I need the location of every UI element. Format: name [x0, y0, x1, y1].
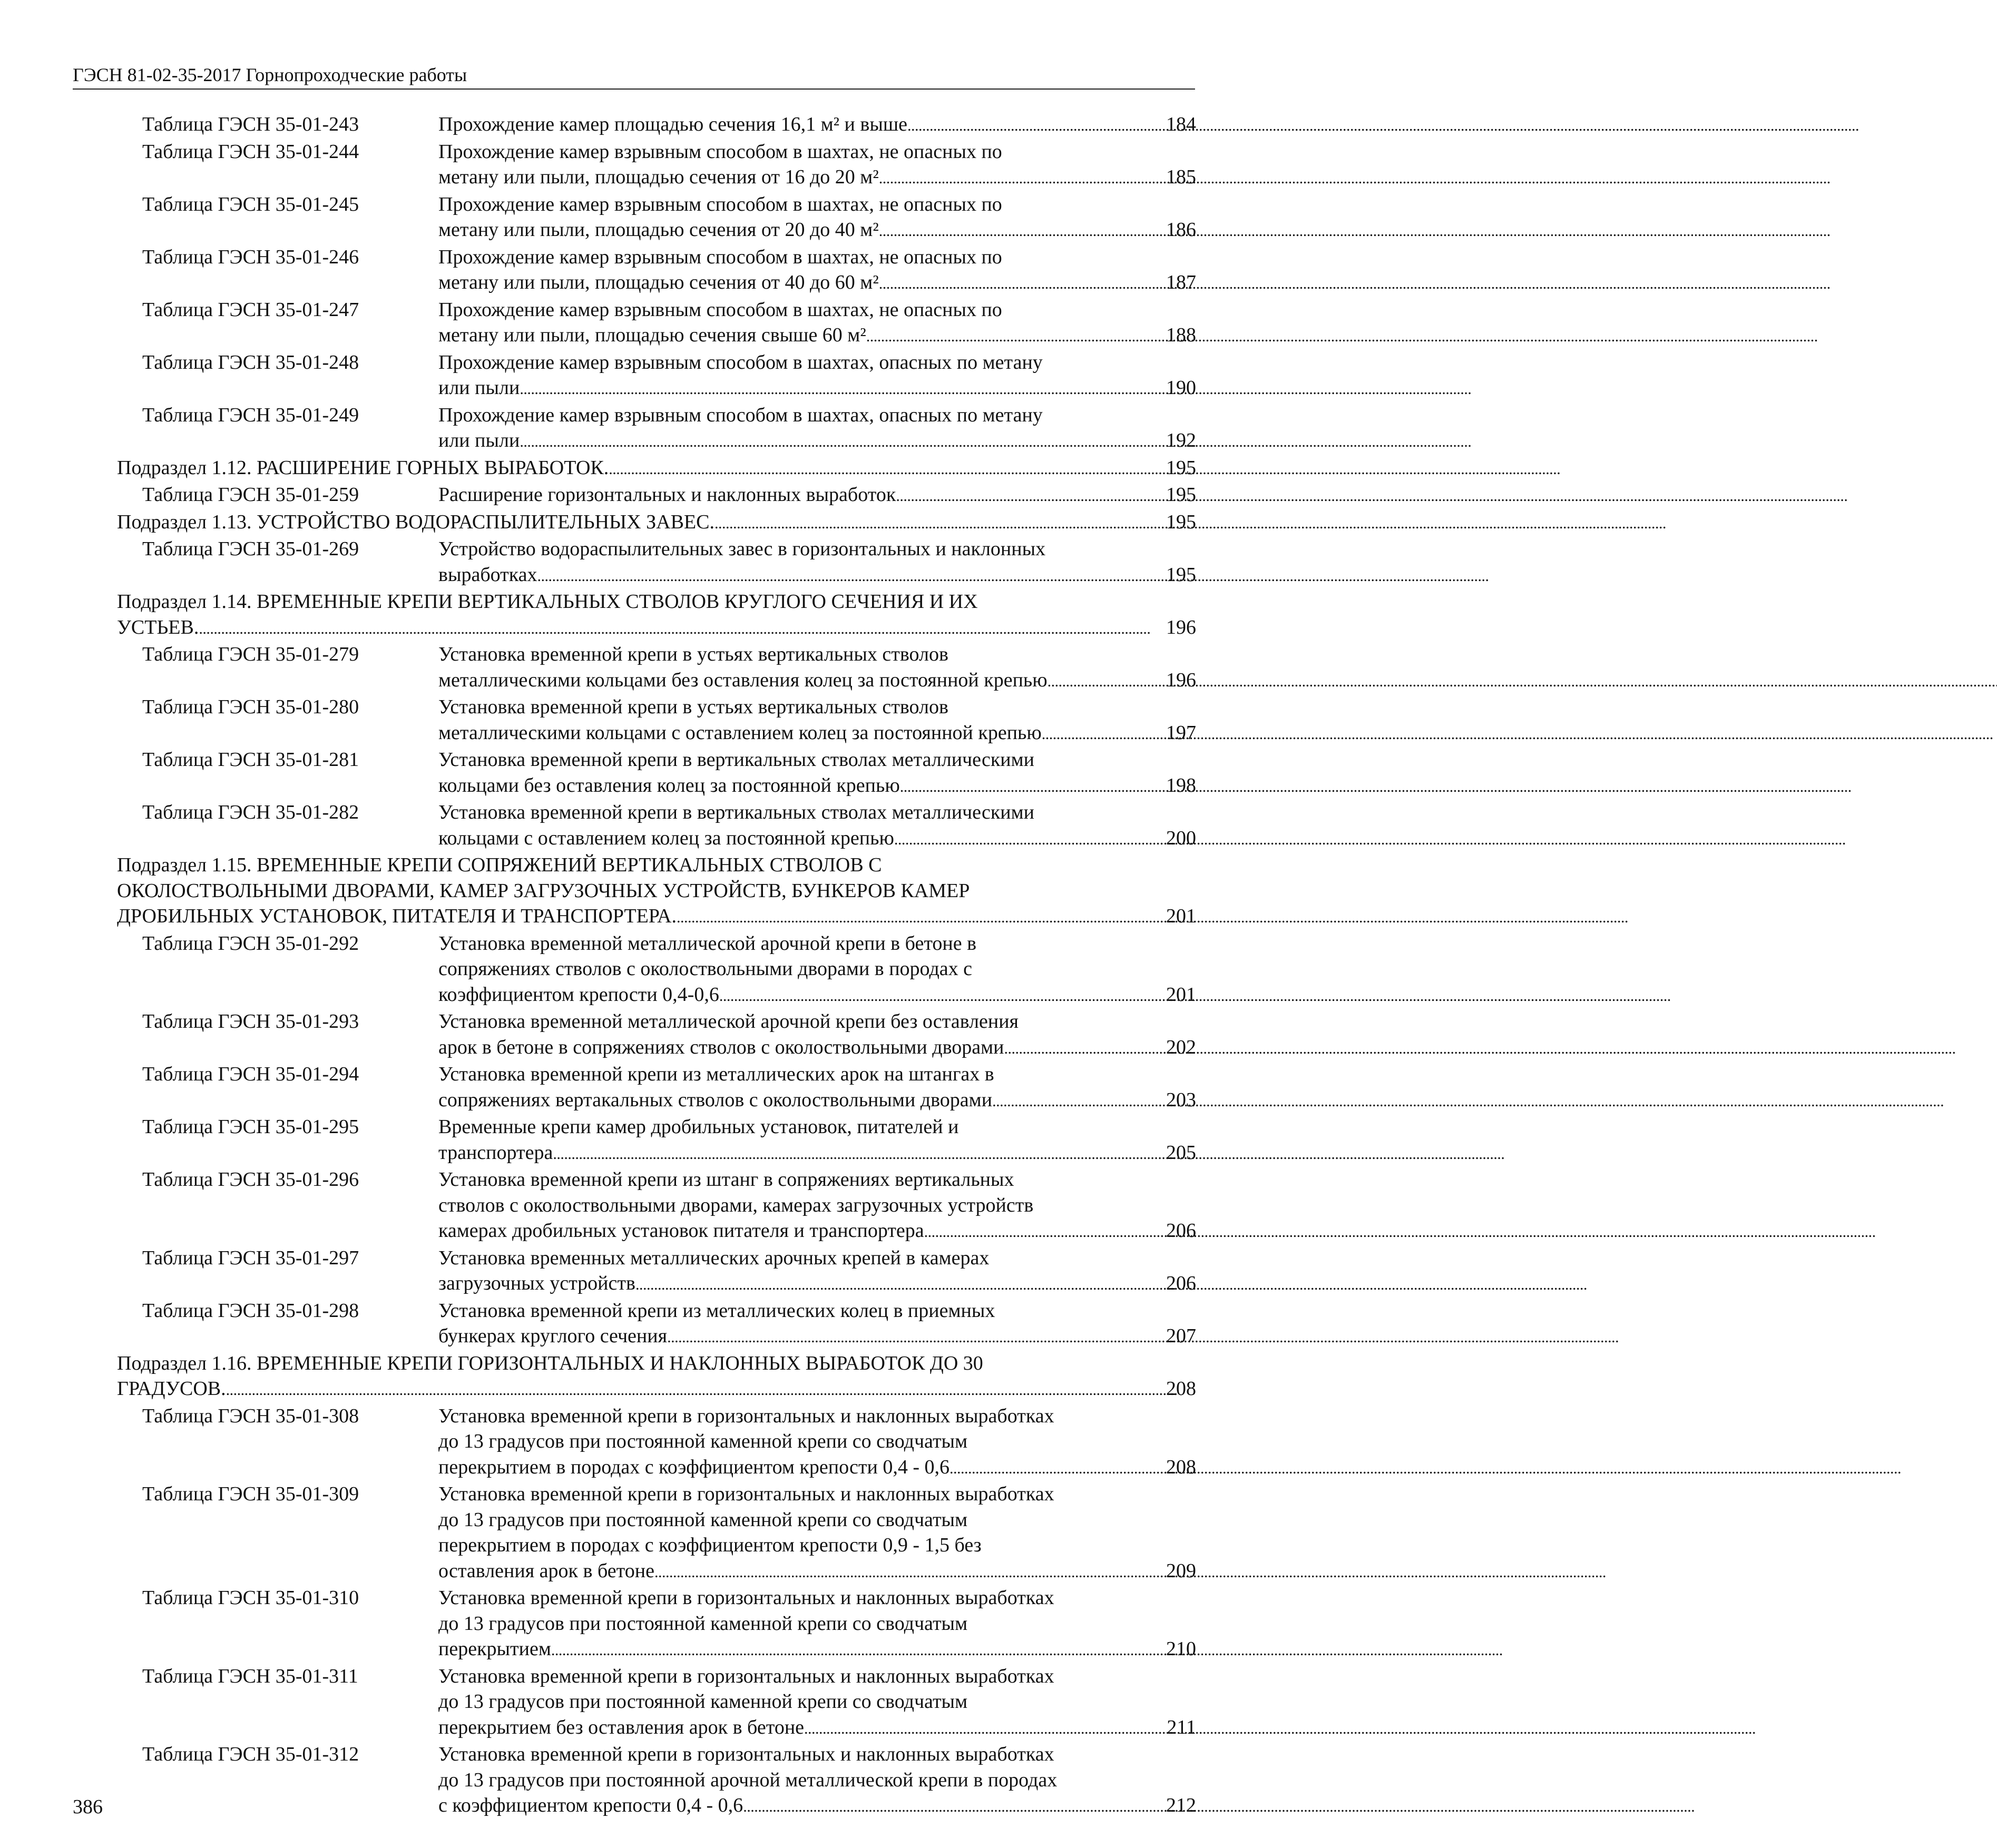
- toc-entry[interactable]: [117, 192, 1196, 244]
- toc-entry-title: [438, 931, 1196, 1009]
- toc-title-line: Подраздел 1.14. ВРЕМЕННЫЕ КРЕПИ ВЕРТИКАЛЬНЫХ СТВОЛОВ КРУГЛОГО СЕЧЕНИЯ И ИХ: [117, 591, 978, 613]
- toc-title-text: металлическими кольцами с оставлением колец за постоянной крепью: [438, 721, 1042, 744]
- toc-entry-title: [438, 1298, 1196, 1351]
- toc-title-line: [438, 217, 1196, 244]
- toc-title-text: бункерах круглого сечения: [438, 1325, 668, 1347]
- toc-title-line: [438, 1140, 1196, 1167]
- toc-title-line: Установка временной крепи в вертикальных стволах металлическими: [438, 801, 1035, 823]
- toc-page-number: 188: [1166, 324, 1196, 346]
- toc-title-line: [438, 164, 1196, 192]
- toc-title-line: [438, 1035, 1196, 1062]
- toc-title-text: ГРАДУСОВ.: [117, 1378, 226, 1400]
- toc-entry-code: Таблица ГЭСН 35-01-297: [142, 1246, 359, 1269]
- toc-entry[interactable]: [117, 694, 1196, 747]
- toc-title-text: коэффициентом крепости 0,4-0,6: [438, 983, 719, 1006]
- dot-leader: [520, 375, 1163, 402]
- toc-title-line: ОКОЛОСТВОЛЬНЫМИ ДВОРАМИ, КАМЕР ЗАГРУЗОЧНЫХ УСТРОЙСТВ, БУНКЕРОВ КАМЕР: [117, 879, 970, 902]
- toc-entry[interactable]: [117, 1114, 1196, 1167]
- toc-title-text: перекрытием без оставления арок в бетоне: [438, 1716, 805, 1738]
- toc-title-line: Подраздел 1.15. ВРЕМЕННЫЕ КРЕПИ СОПРЯЖЕНИЙ ВЕРТИКАЛЬНЫХ СТВОЛОВ С: [117, 854, 882, 876]
- toc-entry-code: Таблица ГЭСН 35-01-282: [142, 801, 359, 823]
- toc-entry[interactable]: [117, 1167, 1196, 1245]
- toc-page-number: 208: [1166, 1456, 1196, 1478]
- toc-entry-code: Таблица ГЭСН 35-01-293: [142, 1010, 359, 1033]
- toc-page-number: 197: [1166, 721, 1196, 744]
- dot-leader: [907, 112, 1163, 139]
- toc-title-line: [117, 615, 1196, 642]
- toc-entry[interactable]: [117, 1245, 1196, 1298]
- toc-entry-title: [438, 482, 1196, 509]
- toc-title-line: до 13 градусов при постоянной каменной крепи со сводчатым: [438, 1508, 968, 1531]
- toc-entry[interactable]: [117, 244, 1196, 297]
- toc-entry-code: Таблица ГЭСН 35-01-244: [142, 140, 359, 163]
- toc-entry-title: [438, 800, 1196, 852]
- toc-title-line: [438, 825, 1196, 853]
- toc-title-text: метану или пыли, площадью сечения от 16 до 20 м²: [438, 166, 879, 188]
- table-of-contents: [117, 112, 1196, 1820]
- toc-title-line: Установка временной крепи в вертикальных стволах металлическими: [438, 749, 1035, 771]
- toc-title-line: [438, 667, 1196, 695]
- toc-title-line: Установка временной крепи в горизонтальных и наклонных выработках: [438, 1483, 1054, 1505]
- toc-entry-code: Таблица ГЭСН 35-01-280: [142, 696, 359, 718]
- toc-page-number: 195: [1166, 484, 1196, 506]
- toc-entry-title: [438, 1403, 1196, 1482]
- toc-entry-title: [438, 350, 1196, 402]
- toc-title-text: арок в бетоне в сопряжениях стволов с околоствольными дворами: [438, 1036, 1004, 1058]
- toc-title-text: Подраздел 1.12. РАСШИРЕНИЕ ГОРНЫХ ВЫРАБОТОК.: [117, 456, 609, 479]
- toc-entry-title: [438, 536, 1196, 589]
- toc-entry-title: [438, 1245, 1196, 1298]
- toc-entry-code: Таблица ГЭСН 35-01-298: [142, 1299, 359, 1322]
- toc-title-line: [438, 1087, 1196, 1115]
- toc-title-line: Прохождение камер взрывным способом в шахтах, опасных по метану: [438, 351, 1043, 373]
- toc-entry-title: [438, 112, 1196, 139]
- toc-title-line: [438, 1715, 1196, 1742]
- toc-title-text: Расширение горизонтальных и наклонных выработок: [438, 484, 896, 506]
- toc-entry-code: Таблица ГЭСН 35-01-295: [142, 1116, 359, 1138]
- toc-title-text: оставления арок в бетоне: [438, 1559, 654, 1582]
- toc-entry[interactable]: [117, 112, 1196, 139]
- dot-leader: [879, 217, 1163, 244]
- toc-entry-title: [438, 1481, 1196, 1585]
- dot-leader: [743, 1793, 1163, 1820]
- toc-title-line: [438, 1636, 1196, 1664]
- toc-entry-title: [438, 1009, 1196, 1061]
- toc-title-line: [438, 773, 1196, 800]
- toc-title-text: метану или пыли, площадью сечения свыше 60 м²: [438, 324, 866, 346]
- toc-page-number: 209: [1166, 1559, 1196, 1582]
- toc-title-line: Установка временной крепи из штанг в сопряжениях вертикальных: [438, 1168, 1014, 1191]
- toc-title-text: или пыли: [438, 429, 520, 451]
- toc-title-text: УСТЬЕВ.: [117, 616, 199, 638]
- toc-entry-code: Таблица ГЭСН 35-01-310: [142, 1587, 359, 1609]
- dot-leader: [551, 1636, 1163, 1664]
- toc-title-text: сопряжениях вертакальных стволов с околоствольными дворами: [438, 1088, 993, 1111]
- toc-page-number: 210: [1166, 1638, 1196, 1660]
- page-number: 386: [73, 1796, 103, 1818]
- toc-page-number: 207: [1166, 1325, 1196, 1347]
- toc-entry[interactable]: [117, 1061, 1196, 1114]
- toc-title-text: металлическими кольцами без оставления колец за постоянной крепью: [438, 669, 1048, 691]
- toc-section[interactable]: [117, 589, 1196, 642]
- toc-page-number: 206: [1166, 1272, 1196, 1294]
- toc-title-line: стволов с околоствольными дворами, камерах загрузочных устройств: [438, 1194, 1034, 1216]
- toc-title-text: Подраздел 1.13. УСТРОЙСТВО ВОДОРАСПЫЛИТЕЛЬНЫХ ЗАВЕС.: [117, 510, 714, 533]
- toc-page-number: 187: [1166, 271, 1196, 293]
- toc-title-text: с коэффициентом крепости 0,4 - 0,6: [438, 1794, 743, 1816]
- toc-title-line: [438, 1454, 1196, 1482]
- toc-title-line: Прохождение камер взрывным способом в шахтах, не опасных по: [438, 298, 1002, 321]
- toc-entry-title: [438, 694, 1196, 747]
- dot-leader: [1042, 720, 1163, 748]
- toc-title-text: выработках: [438, 563, 537, 586]
- toc-title-line: [438, 1271, 1196, 1298]
- toc-page-number: 185: [1166, 166, 1196, 188]
- toc-entry[interactable]: [117, 536, 1196, 589]
- toc-page-number: 184: [1166, 113, 1196, 135]
- toc-title-line: [438, 270, 1196, 297]
- dot-leader: [924, 1218, 1163, 1245]
- toc-title-text: или пыли: [438, 377, 520, 399]
- toc-entry[interactable]: [117, 350, 1196, 402]
- toc-page-number: 195: [1166, 563, 1196, 586]
- toc-title-line: Установка временной крепи в горизонтальных и наклонных выработках: [438, 1665, 1054, 1687]
- toc-title-line: Подраздел 1.16. ВРЕМЕННЫЕ КРЕПИ ГОРИЗОНТАЛЬНЫХ И НАКЛОННЫХ ВЫРАБОТОК ДО 30: [117, 1352, 983, 1374]
- toc-title-text: камерах дробильных установок питателя и транспортера: [438, 1220, 924, 1242]
- toc-page-number: 198: [1166, 774, 1196, 797]
- toc-title-line: Установка временной крепи в горизонтальных и наклонных выработках: [438, 1404, 1054, 1427]
- dot-leader: [635, 1271, 1163, 1298]
- dot-leader: [667, 1323, 1163, 1351]
- toc-title-line: Прохождение камер взрывным способом в шахтах, опасных по метану: [438, 404, 1043, 426]
- toc-entry-title: [438, 642, 1196, 694]
- toc-page-number: 205: [1166, 1141, 1196, 1164]
- toc-page-number: 201: [1166, 983, 1196, 1006]
- toc-entry-title: [438, 402, 1196, 455]
- dot-leader: [520, 428, 1163, 455]
- toc-title-line: Установка временной крепи из металлических арок на штангах в: [438, 1063, 994, 1085]
- toc-entry-title: [438, 192, 1196, 244]
- toc-entry[interactable]: [117, 931, 1196, 1009]
- toc-page-number: 206: [1166, 1220, 1196, 1242]
- toc-title-text: кольцами с оставлением колец за постоянной крепью: [438, 827, 894, 849]
- toc-entry[interactable]: [117, 1664, 1196, 1742]
- dot-leader: [894, 825, 1163, 853]
- toc-entry[interactable]: [117, 1009, 1196, 1061]
- toc-entry-code: Таблица ГЭСН 35-01-292: [142, 932, 359, 955]
- dot-leader: [1048, 667, 1163, 695]
- toc-entry[interactable]: [117, 139, 1196, 192]
- toc-title-line: [438, 112, 1196, 139]
- toc-entry-title: [438, 1742, 1196, 1820]
- toc-title-line: [438, 482, 1196, 509]
- toc-title-line: до 13 градусов при постоянной арочной металлической крепи в породах: [438, 1768, 1058, 1791]
- toc-entry[interactable]: [117, 402, 1196, 455]
- toc-page-number: 201: [1166, 905, 1196, 927]
- toc-title-line: [438, 562, 1196, 589]
- toc-title-text: метану или пыли, площадью сечения от 20 до 40 м²: [438, 219, 879, 241]
- toc-entry-title: [438, 1585, 1196, 1664]
- toc-title-line: сопряжениях стволов с околоствольными дворами в породах с: [438, 958, 973, 980]
- toc-title-line: перекрытием в породах с коэффициентом крепости 0,9 - 1,5 без: [438, 1534, 982, 1556]
- toc-title-line: Временные крепи камер дробильных установок, питателей и: [438, 1116, 959, 1138]
- toc-title-line: Установка временной крепи в устьях вертикальных стволов: [438, 643, 948, 665]
- toc-title-line: до 13 градусов при постоянной каменной крепи со сводчатым: [438, 1612, 968, 1635]
- dot-leader: [804, 1715, 1163, 1742]
- dot-leader: [866, 322, 1163, 350]
- toc-entry-code: Таблица ГЭСН 35-01-281: [142, 749, 359, 771]
- toc-page-number: 195: [1166, 510, 1196, 533]
- toc-entry-title: [438, 1061, 1196, 1114]
- toc-section[interactable]: [117, 509, 1196, 537]
- toc-entry-title: [438, 747, 1196, 800]
- toc-entry-code: Таблица ГЭСН 35-01-245: [142, 193, 359, 215]
- toc-page-number: 196: [1166, 616, 1196, 638]
- toc-entry[interactable]: [117, 1585, 1196, 1664]
- toc-title-line: [438, 428, 1196, 455]
- toc-entry-code: Таблица ГЭСН 35-01-294: [142, 1063, 359, 1085]
- toc-page-number: 202: [1166, 1036, 1196, 1058]
- dot-leader: [537, 562, 1163, 589]
- toc-title-line: Установка временной металлической арочной крепи в бетоне в: [438, 932, 977, 955]
- toc-title-line: Установка временной металлической арочной крепи без оставления: [438, 1010, 1019, 1033]
- dot-leader: [879, 270, 1163, 297]
- dot-leader: [896, 482, 1163, 509]
- toc-entry[interactable]: [117, 800, 1196, 852]
- toc-page-number: 190: [1166, 377, 1196, 399]
- toc-entry-code: Таблица ГЭСН 35-01-308: [142, 1404, 359, 1427]
- toc-entry[interactable]: [117, 747, 1196, 800]
- toc-entry-title: [438, 1114, 1196, 1167]
- toc-page-number: 200: [1166, 827, 1196, 849]
- toc-entry-title: [438, 1167, 1196, 1245]
- toc-entry[interactable]: [117, 297, 1196, 350]
- toc-title-line: [438, 720, 1196, 748]
- toc-title-line: [117, 1376, 1196, 1403]
- toc-entry[interactable]: [117, 1403, 1196, 1482]
- toc-entry-code: Таблица ГЭСН 35-01-279: [142, 643, 359, 665]
- toc-entry-code: Таблица ГЭСН 35-01-248: [142, 351, 359, 373]
- toc-title-line: Установка временной крепи в горизонтальных и наклонных выработках: [438, 1743, 1054, 1765]
- toc-title-line: [117, 509, 1196, 537]
- dot-leader: [992, 1087, 1163, 1115]
- dot-leader: [900, 773, 1163, 800]
- toc-entry-code: Таблица ГЭСН 35-01-296: [142, 1168, 359, 1191]
- toc-page-number: 208: [1166, 1378, 1196, 1400]
- toc-entry-code: Таблица ГЭСН 35-01-249: [142, 404, 359, 426]
- toc-section[interactable]: [117, 852, 1196, 931]
- toc-entry[interactable]: [117, 1298, 1196, 1351]
- toc-page-number: 203: [1166, 1088, 1196, 1111]
- toc-title-line: [438, 1323, 1196, 1351]
- toc-entry-code: Таблица ГЭСН 35-01-311: [142, 1665, 358, 1687]
- toc-page-number: 195: [1166, 456, 1196, 479]
- toc-entry-title: [438, 139, 1196, 192]
- header-title: ГЭСН 81-02-35-2017 Горнопроходческие работы: [73, 64, 467, 85]
- dot-leader: [1004, 1035, 1163, 1062]
- toc-entry[interactable]: [117, 482, 1196, 509]
- dot-leader: [714, 509, 1163, 537]
- toc-title-text: метану или пыли, площадью сечения от 40 до 60 м²: [438, 271, 879, 293]
- toc-section[interactable]: [117, 455, 1196, 483]
- toc-title-line: Установка временной крепи из металлических колец в приемных: [438, 1299, 995, 1322]
- toc-title-text: перекрытием в породах с коэффициентом крепости 0,4 - 0,6: [438, 1456, 949, 1478]
- toc-section[interactable]: [117, 1351, 1196, 1403]
- toc-entry[interactable]: [117, 1481, 1196, 1585]
- toc-title-line: Установка временной крепи в горизонтальных и наклонных выработках: [438, 1587, 1054, 1609]
- toc-title-text: перекрытием: [438, 1638, 551, 1660]
- toc-title-line: [438, 375, 1196, 402]
- toc-entry-code: Таблица ГЭСН 35-01-247: [142, 298, 359, 321]
- toc-entry-code: Таблица ГЭСН 35-01-312: [142, 1743, 359, 1765]
- toc-title-line: Прохождение камер взрывным способом в шахтах, не опасных по: [438, 140, 1002, 163]
- toc-title-line: Устройство водораспылительных завес в горизонтальных и наклонных: [438, 538, 1046, 560]
- toc-title-text: загрузочных устройств: [438, 1272, 635, 1294]
- toc-title-line: Установка временной крепи в устьях вертикальных стволов: [438, 696, 948, 718]
- toc-entry-code: Таблица ГЭСН 35-01-309: [142, 1483, 359, 1505]
- dot-leader: [879, 164, 1163, 192]
- dot-leader: [199, 615, 1163, 642]
- toc-title-line: до 13 градусов при постоянной каменной крепи со сводчатым: [438, 1690, 968, 1713]
- toc-entry[interactable]: [117, 1742, 1196, 1820]
- dot-leader: [226, 1376, 1163, 1403]
- toc-title-text: ДРОБИЛЬНЫХ УСТАНОВОК, ПИТАТЕЛЯ И ТРАНСПОРТЕРА.: [117, 905, 677, 927]
- toc-entry-title: [438, 297, 1196, 350]
- toc-title-line: [438, 1793, 1196, 1820]
- toc-title-line: [438, 322, 1196, 350]
- toc-entry-code: Таблица ГЭСН 35-01-243: [142, 113, 359, 135]
- toc-entry-code: Таблица ГЭСН 35-01-259: [142, 484, 359, 506]
- toc-title-line: [117, 455, 1196, 483]
- running-header: [73, 63, 1195, 90]
- toc-page-number: 192: [1166, 429, 1196, 451]
- dot-leader: [677, 903, 1163, 931]
- toc-title-line: Установка временных металлических арочных крепей в камерах: [438, 1246, 990, 1269]
- toc-page-number: 211: [1167, 1716, 1196, 1738]
- dot-leader: [654, 1558, 1163, 1586]
- dot-leader: [719, 982, 1163, 1009]
- toc-entry-code: Таблица ГЭСН 35-01-246: [142, 245, 359, 268]
- toc-entry-title: [438, 1664, 1196, 1742]
- toc-page-number: 196: [1166, 669, 1196, 691]
- toc-title-line: [117, 903, 1196, 931]
- toc-title-line: до 13 градусов при постоянной каменной крепи со сводчатым: [438, 1430, 968, 1452]
- toc-page-number: 212: [1166, 1794, 1196, 1816]
- toc-title-line: [438, 982, 1196, 1009]
- dot-leader: [553, 1140, 1163, 1167]
- toc-entry[interactable]: [117, 642, 1196, 694]
- dot-leader: [609, 455, 1163, 483]
- toc-title-line: Прохождение камер взрывным способом в шахтах, не опасных по: [438, 193, 1002, 215]
- toc-entry-code: Таблица ГЭСН 35-01-269: [142, 538, 359, 560]
- toc-title-text: кольцами без оставления колец за постоянной крепью: [438, 774, 900, 797]
- toc-page-number: 186: [1166, 219, 1196, 241]
- toc-title-line: [438, 1218, 1196, 1245]
- toc-title-text: Прохождение камер площадью сечения 16,1 м² и выше: [438, 113, 907, 135]
- toc-title-line: Прохождение камер взрывным способом в шахтах, не опасных по: [438, 245, 1002, 268]
- toc-title-line: [438, 1558, 1196, 1586]
- toc-title-text: транспортера: [438, 1141, 553, 1164]
- dot-leader: [949, 1454, 1163, 1482]
- toc-entry-title: [438, 244, 1196, 297]
